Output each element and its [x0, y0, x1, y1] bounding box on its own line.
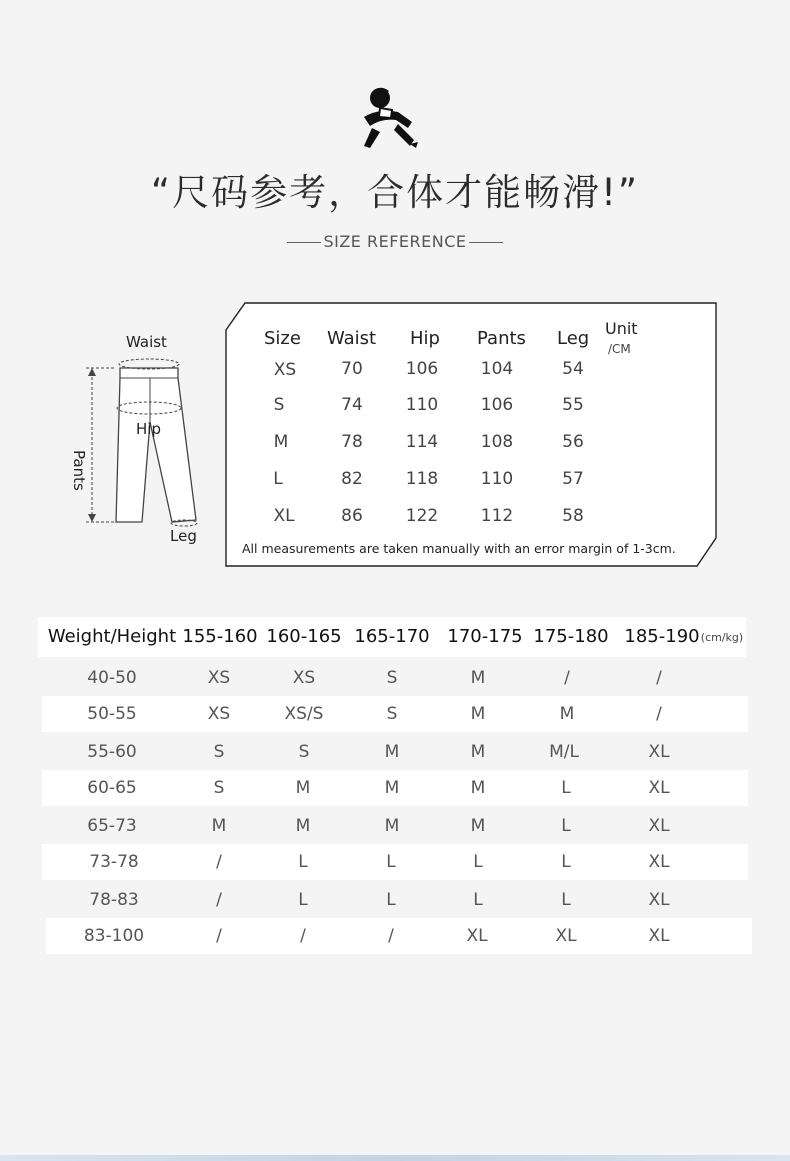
header-hip: Hip	[410, 328, 440, 349]
size-cell: XL	[648, 926, 670, 946]
pants-diagram	[60, 330, 220, 550]
size-cell: L	[473, 890, 483, 910]
header-height: 175-180	[533, 626, 609, 647]
size-cell: L	[298, 890, 308, 910]
size-cell: XS	[292, 668, 316, 688]
size-cell: M	[384, 742, 400, 762]
size-cell: XL	[648, 852, 670, 872]
cell-size: S	[273, 395, 285, 415]
cell-leg: 57	[562, 469, 584, 489]
header-pants: Pants	[477, 328, 526, 349]
size-cell: /	[564, 668, 570, 688]
header-waist: Waist	[327, 328, 377, 349]
weight-cell: 83-100	[83, 926, 145, 946]
size-cell: /	[388, 926, 394, 946]
size-chart-card	[225, 302, 717, 567]
size-cell: L	[561, 778, 571, 798]
size-cell: L	[561, 852, 571, 872]
size-cell: M	[559, 704, 575, 724]
size-cell: /	[300, 926, 306, 946]
cell-leg: 58	[562, 506, 584, 526]
cell-waist: 86	[341, 506, 363, 526]
size-cell: L	[561, 816, 571, 836]
bottom-stripe	[0, 1155, 790, 1161]
size-cell: L	[386, 890, 396, 910]
size-cell: XL	[555, 926, 577, 946]
size-cell: /	[216, 852, 222, 872]
page-subtitle	[0, 232, 790, 251]
cell-size: XL	[273, 506, 295, 526]
cell-size: XS	[273, 360, 297, 380]
table-row	[42, 844, 748, 880]
cell-hip: 106	[405, 359, 439, 379]
weight-cell: 40-50	[87, 668, 137, 688]
header-height: 155-160	[182, 626, 258, 647]
size-cell: XS/S	[284, 704, 324, 724]
cell-hip: 110	[405, 395, 439, 415]
page-headline: “尺码参考，合体才能畅滑!”	[150, 171, 640, 214]
table-row	[46, 918, 752, 954]
size-cell: M	[470, 816, 486, 836]
unit-label: Unit	[605, 319, 638, 338]
weight-cell: 65-73	[87, 816, 137, 836]
size-cell: XS	[207, 704, 231, 724]
cell-waist: 78	[341, 432, 363, 452]
size-cell: S	[298, 742, 310, 762]
size-cell: S	[213, 742, 225, 762]
cell-waist: 82	[341, 469, 363, 489]
size-cell: S	[386, 668, 398, 688]
header-units: (cm/kg)	[700, 631, 744, 644]
diagram-label-pants: Pants	[70, 450, 88, 491]
table-row	[42, 808, 748, 844]
divider-left	[287, 242, 321, 243]
cell-waist: 74	[341, 395, 363, 415]
weight-cell: 60-65	[87, 778, 137, 798]
cell-hip: 118	[405, 469, 439, 489]
weight-cell: 73-78	[89, 852, 139, 872]
size-cell: XL	[648, 816, 670, 836]
cell-leg: 55	[562, 395, 584, 415]
size-cell: /	[656, 704, 662, 724]
size-cell: /	[216, 926, 222, 946]
header-height: 185-190	[624, 626, 700, 647]
cell-pants: 106	[480, 395, 514, 415]
header-leg: Leg	[557, 328, 590, 349]
size-cell: XS	[207, 668, 231, 688]
size-cell: M	[384, 778, 400, 798]
measurement-note: All measurements are taken manually with an error margin of 1-3cm.	[242, 541, 676, 556]
unit-sub-label: /CM	[608, 342, 631, 356]
size-cell: XL	[466, 926, 488, 946]
cell-waist: 70	[341, 359, 363, 379]
table-row	[42, 660, 748, 696]
size-cell: /	[656, 668, 662, 688]
size-cell: M/L	[549, 742, 579, 762]
size-cell: /	[216, 890, 222, 910]
table-header-row	[38, 617, 746, 657]
size-cell: L	[386, 852, 396, 872]
cell-leg: 54	[562, 359, 584, 379]
cell-pants: 112	[480, 506, 514, 526]
table-row	[42, 696, 748, 732]
pants-outline-icon	[60, 330, 220, 550]
size-cell: M	[211, 816, 227, 836]
header-height: 170-175	[447, 626, 523, 647]
header-corner: Weight/Height	[47, 626, 177, 647]
weight-cell: 78-83	[89, 890, 139, 910]
cell-size: M	[273, 432, 289, 452]
size-cell: XL	[648, 778, 670, 798]
size-cell: M	[470, 778, 486, 798]
size-cell: L	[561, 890, 571, 910]
header-height: 165-170	[354, 626, 430, 647]
cell-hip: 122	[405, 506, 439, 526]
brand-logo-icon	[358, 84, 420, 156]
size-cell: S	[386, 704, 398, 724]
cell-pants: 108	[480, 432, 514, 452]
size-cell: M	[470, 742, 486, 762]
size-cell: L	[298, 852, 308, 872]
size-cell: M	[384, 816, 400, 836]
table-row	[42, 770, 748, 806]
diagram-label-waist: Waist	[126, 333, 167, 351]
divider-right	[469, 242, 503, 243]
size-cell: M	[470, 668, 486, 688]
diagram-label-leg: Leg	[170, 527, 197, 545]
cell-leg: 56	[562, 432, 584, 452]
subtitle-text: SIZE REFERENCE	[323, 232, 467, 251]
weight-cell: 50-55	[87, 704, 137, 724]
weight-cell: 55-60	[87, 742, 137, 762]
cell-hip: 114	[405, 432, 439, 452]
cell-pants: 110	[480, 469, 514, 489]
table-row	[42, 734, 748, 770]
table-row	[42, 882, 748, 918]
size-cell: M	[295, 778, 311, 798]
cell-pants: 104	[480, 359, 514, 379]
cell-size: L	[273, 469, 283, 489]
size-cell: S	[213, 778, 225, 798]
size-cell: XL	[648, 890, 670, 910]
diagram-label-hip: Hip	[136, 420, 161, 438]
size-cell: M	[470, 704, 486, 724]
header-size: Size	[264, 328, 301, 349]
size-cell: XL	[648, 742, 670, 762]
size-cell: L	[473, 852, 483, 872]
size-cell: M	[295, 816, 311, 836]
header-height: 160-165	[266, 626, 342, 647]
